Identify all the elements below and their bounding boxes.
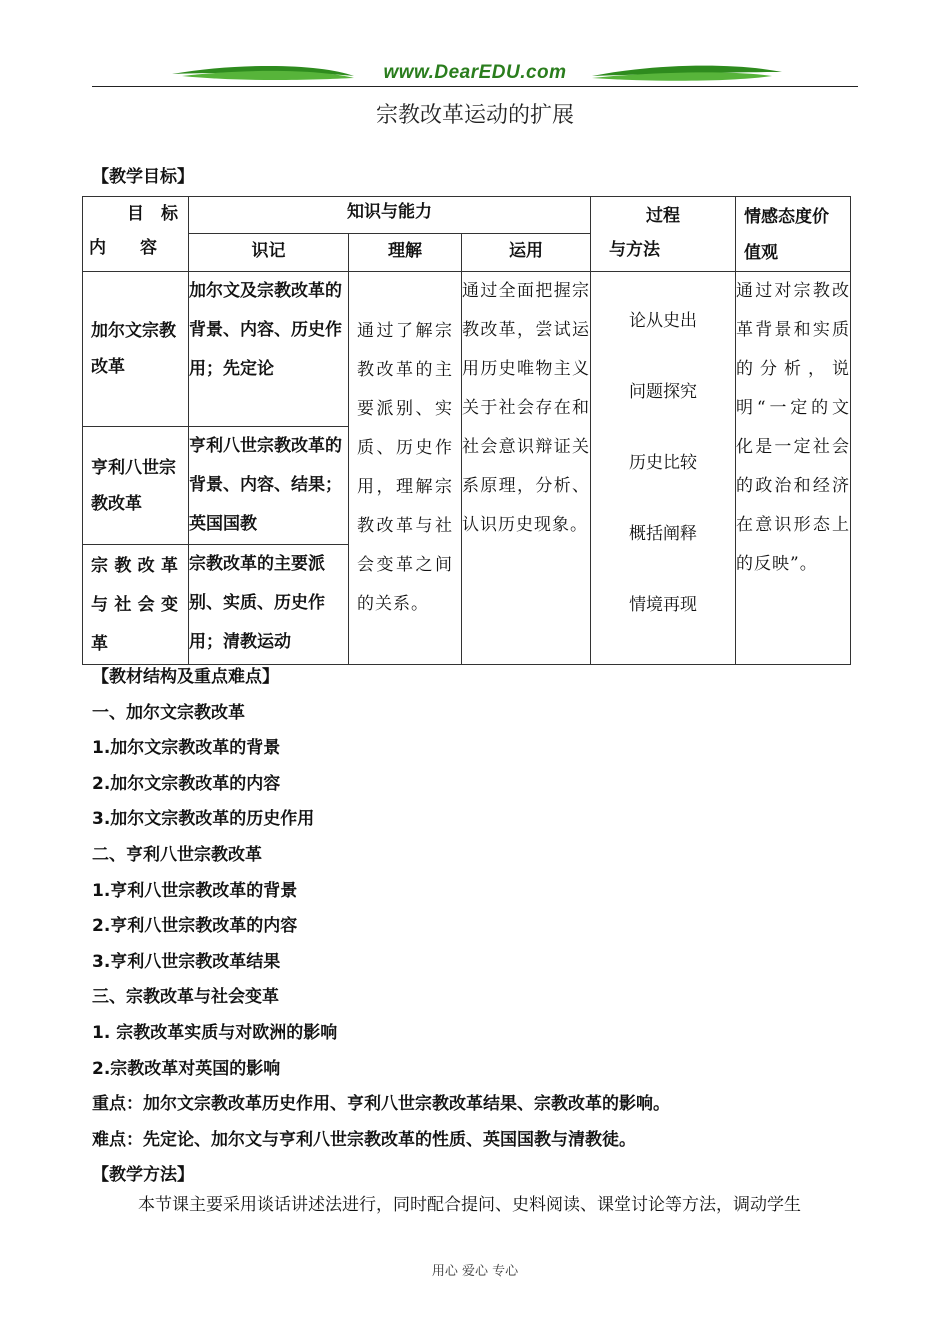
list-item: 一、加尔文宗教改革: [92, 702, 245, 723]
corner-header-cell: [83, 197, 189, 272]
knowledge-header: 知识与能力: [189, 197, 591, 234]
list-item: 1.加尔文宗教改革的背景: [92, 738, 281, 759]
emotion-header: 情感态度价值观: [736, 197, 851, 272]
list-item: 1. 宗教改革实质与对欧洲的影响: [92, 1022, 338, 1043]
apply-cell: 通过全面把握宗教改革，尝试运用历史唯物主义关于社会存在和社会意识辩证关系原理，分析、认识历史现象。: [462, 272, 591, 665]
list-item: 3.加尔文宗教改革的历史作用: [92, 809, 315, 830]
difficult-points: 难点：先定论、加尔文与亨利八世宗教改革的性质、英国国教与清教徒。: [92, 1129, 636, 1150]
emotion-cell: 通过对宗教改革背景和实质的分析，说明“一定的文化是一定社会的政治和经济在意识形态上的反映”。: [736, 272, 851, 665]
method-item: 论从史出: [629, 311, 698, 331]
understand-header: 理解: [349, 234, 462, 272]
row-label-henry: 亨利八世宗教改革: [83, 427, 189, 545]
list-item: 二、亨利八世宗教改革: [92, 844, 262, 865]
page-title: 宗教改革运动的扩展: [375, 103, 574, 128]
process-header-line2: 与方法: [609, 240, 661, 260]
method-item: 问题探究: [629, 382, 698, 402]
method-item: 历史比较: [629, 453, 698, 473]
corner-bottom-label: 内 容: [89, 238, 157, 258]
header-rule: [92, 86, 858, 87]
site-url: www.DearEDU.com: [383, 62, 567, 83]
process-header-cell: [591, 197, 736, 272]
list-item: 2.宗教改革对英国的影响: [92, 1058, 281, 1079]
row-label-calvin: 加尔文宗教改革: [83, 272, 189, 427]
list-item: 三、宗教改革与社会变革: [92, 987, 279, 1008]
apply-header: 运用: [462, 234, 591, 272]
section-goals-heading: 【教学目标】: [92, 167, 194, 187]
method-item: 情境再现: [629, 595, 698, 615]
method-item: 概括阐释: [629, 524, 698, 544]
list-item: 1.亨利八世宗教改革的背景: [92, 880, 298, 901]
corner-top-label: 目 标: [127, 204, 178, 224]
list-item: 2.加尔文宗教改革的内容: [92, 773, 281, 794]
structure-list: [92, 660, 892, 1194]
row-recall-society: 宗教改革的主要派别、实质、历史作用；清教运动: [189, 545, 349, 665]
row-label-society: 宗教改革与社会变革: [83, 545, 189, 665]
understand-cell: 通过了解宗教改革的主要派别、实质、历史作用，理解宗教改革与社会变革之间的关系。: [349, 272, 462, 665]
list-item: 3.亨利八世宗教改革结果: [92, 951, 281, 972]
section-method-heading: 【教学方法】: [92, 1165, 194, 1186]
process-header-line1: 过程: [646, 206, 681, 226]
recall-header: 识记: [189, 234, 349, 272]
row-recall-calvin: 加尔文及宗教改革的背景、内容、历史作用；先定论: [189, 272, 349, 427]
list-item: 2.亨利八世宗教改革的内容: [92, 916, 298, 937]
methods-cell: [591, 272, 736, 665]
row-recall-henry: 亨利八世宗教改革的背景、内容、结果；英国国教: [189, 427, 349, 545]
page-footer: 用心 爱心 专心: [431, 1264, 519, 1279]
section-structure-heading: 【教材结构及重点难点】: [92, 667, 279, 687]
goals-table: [82, 196, 851, 665]
key-points: 重点：加尔文宗教改革历史作用、亨利八世宗教改革结果、宗教改革的影响。: [92, 1094, 670, 1115]
method-paragraph: 本节课主要采用谈话讲述法进行，同时配合提问、史料阅读、课堂讨论等方法，调动学生: [138, 1195, 801, 1215]
